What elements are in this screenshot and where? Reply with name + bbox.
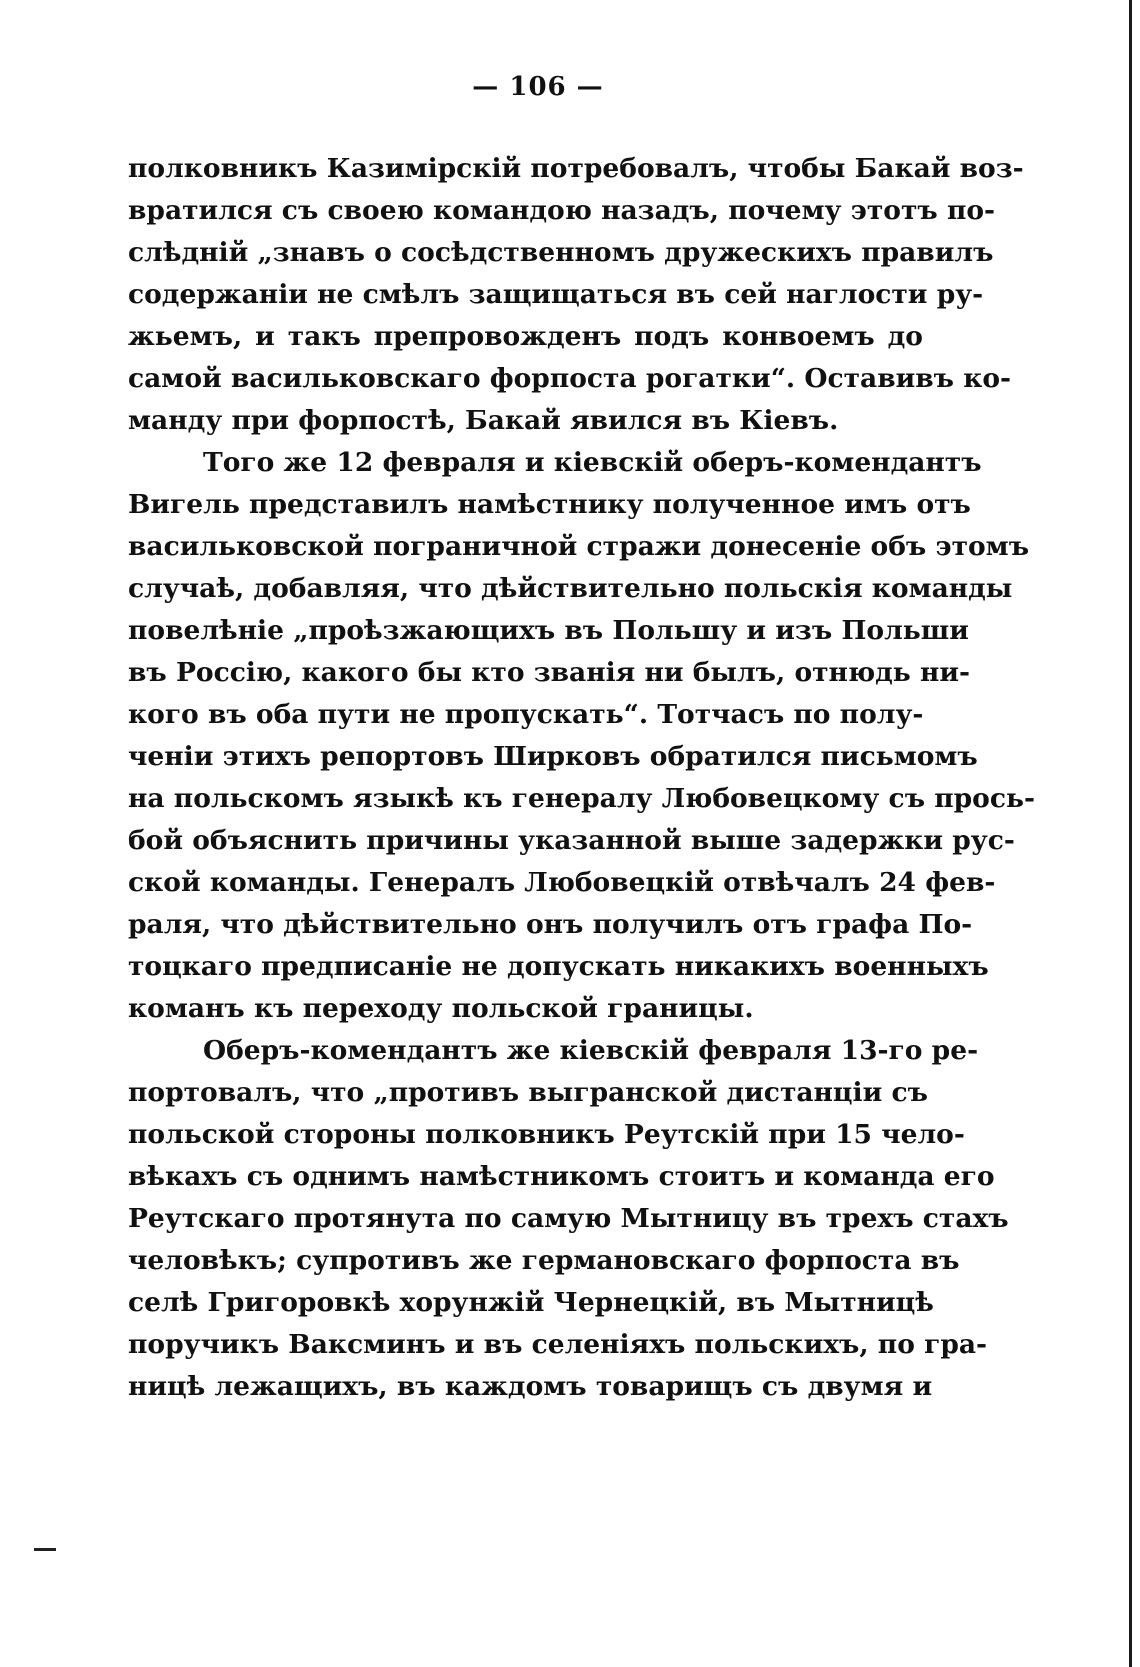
text-line: жьемъ, и такъ препровожденъ подъ конвоемъ до — [128, 321, 923, 352]
text-line: польской стороны полковникъ Реутскій при 15 чело- — [128, 1119, 965, 1150]
text-line: вратился съ своею командою назадъ, почему этотъ по- — [128, 195, 996, 226]
page-number: — 106 — — [472, 72, 604, 102]
text-line: тоцкаго предписаніе не допускать никакихъ военныхъ — [128, 951, 989, 982]
text-line: Реутскаго протянута по самую Мытницу въ трехъ стахъ — [128, 1203, 1009, 1234]
text-line: на польскомъ языкѣ къ генералу Любовецкому съ прось- — [128, 783, 1035, 814]
text-line: Того же 12 февраля и кіевскій оберъ-комендантъ — [203, 447, 982, 478]
text-line: поручикъ Ваксминъ и въ селеніяхъ польскихъ, по гра- — [128, 1329, 988, 1360]
text-line: бой объяснить причины указанной выше задержки рус- — [128, 825, 1015, 856]
margin-mark — [34, 1548, 56, 1551]
text-line: кого въ оба пути не пропускать“. Тотчасъ по полу- — [128, 699, 924, 730]
text-line: полковникъ Казимірскій потребовалъ, чтобы Бакай воз- — [128, 153, 1024, 184]
text-line: ченіи этихъ репортовъ Ширковъ обратился письмомъ — [128, 741, 978, 772]
text-line: васильковской пограничной стражи донесеніе объ этомъ — [128, 531, 1030, 562]
page-edge-line — [1129, 0, 1132, 1667]
paragraph — [128, 148, 1024, 442]
text-line: повелѣніе „проѣзжающихъ въ Польшу и изъ Польши — [128, 615, 969, 646]
text-line: ской команды. Генералъ Любовецкій отвѣчалъ 24 фев- — [128, 867, 996, 898]
text-line: вѣкахъ съ однимъ намѣстникомъ стоитъ и команда его — [128, 1161, 995, 1192]
text-line: случаѣ, добавляя, что дѣйствительно польскія команды — [128, 573, 1013, 604]
text-line: самой васильковскаго форпоста рогатки“. Оставивъ ко- — [128, 363, 1012, 394]
paragraph — [128, 1030, 1009, 1408]
body-text — [128, 148, 1035, 1408]
text-line: Вигель представилъ намѣстнику полученное имъ отъ — [128, 489, 971, 520]
text-line: Оберъ-комендантъ же кіевскій февраля 13-го ре- — [203, 1035, 979, 1066]
text-line: команъ къ переходу польской границы. — [128, 993, 754, 1024]
text-line: ницѣ лежащихъ, въ каждомъ товарищъ съ двумя и — [128, 1371, 933, 1402]
text-line: раля, что дѣйствительно онъ получилъ отъ графа По- — [128, 909, 973, 940]
text-line: манду при форпостѣ, Бакай явился въ Кіевъ. — [128, 405, 839, 436]
text-line: въ Россію, какого бы кто званія ни былъ, отнюдь ни- — [128, 657, 971, 688]
text-line: портовалъ, что „противъ выгранской дистанціи съ — [128, 1077, 928, 1108]
paragraph — [128, 442, 1035, 1030]
text-line: слѣдній „знавъ о сосѣдственномъ дружескихъ правилъ — [128, 237, 994, 268]
text-line: содержаніи не смѣлъ защищаться въ сей наглости ру- — [128, 279, 984, 310]
text-line: селѣ Григоровкѣ хорунжій Чернецкій, въ Мытницѣ — [128, 1287, 934, 1318]
text-line: человѣкъ; супротивъ же германовскаго форпоста въ — [128, 1245, 960, 1276]
